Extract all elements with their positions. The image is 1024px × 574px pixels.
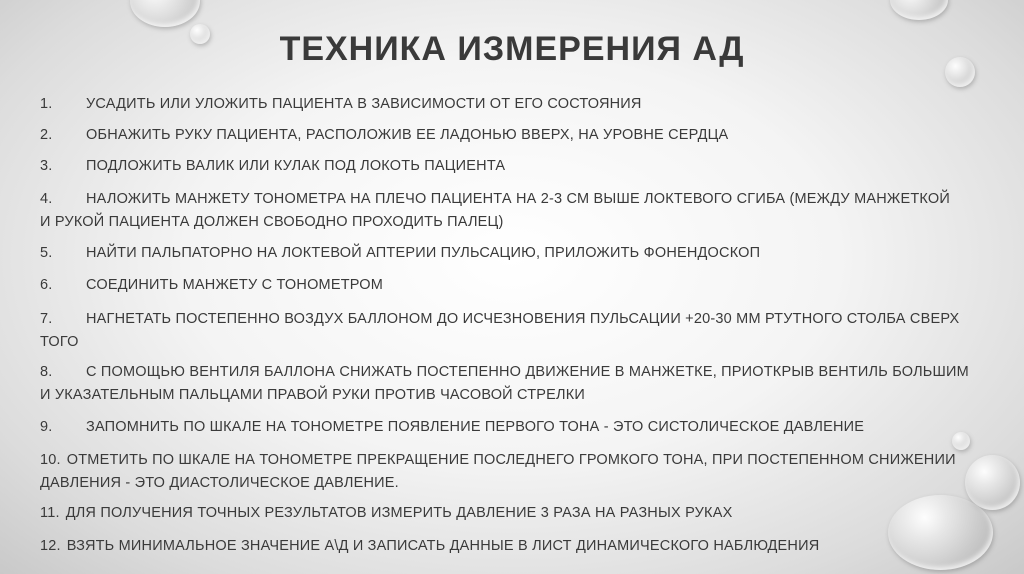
item-text: НАЙТИ ПАЛЬПАТОРНО НА ЛОКТЕВОЙ АПТЕРИИ ПУЛЬСАЦИЮ, ПРИЛОЖИТЬ ФОНЕНДОСКОП — [86, 245, 761, 261]
item-text: ОТМЕТИТЬ ПО ШКАЛЕ НА ТОНОМЕТРЕ ПРЕКРАЩЕНИЕ ПОСЛЕДНЕГО ГРОМКОГО ТОНА, ПРИ ПОСТЕПЕННОМ СНИЖЕНИИ — [66, 452, 956, 468]
item-text: ВЗЯТЬ МИНИМАЛЬНОЕ ЗНАЧЕНИЕ А\Д И ЗАПИСАТЬ ДАННЫЕ В ЛИСТ ДИНАМИЧЕСКОГО НАБЛЮДЕНИЯ — [66, 538, 820, 554]
item-number: 7. — [40, 311, 53, 327]
list-item — [40, 361, 1012, 407]
item-text-continued: ДАВЛЕНИЯ - ЭТО ДИАСТОЛИЧЕСКОЕ ДАВЛЕНИЕ. — [40, 475, 399, 491]
water-drop-decoration — [890, 0, 948, 20]
item-text: УСАДИТЬ ИЛИ УЛОЖИТЬ ПАЦИЕНТА В ЗАВИСИМОСТИ ОТ ЕГО СОСТОЯНИЯ — [86, 96, 642, 112]
item-text-continued: И РУКОЙ ПАЦИЕНТА ДОЛЖЕН СВОБОДНО ПРОХОДИТЬ ПАЛЕЦ) — [40, 214, 504, 230]
item-text: НАГНЕТАТЬ ПОСТЕПЕННО ВОЗДУХ БАЛЛОНОМ ДО ИСЧЕЗНОВЕНИЯ ПУЛЬСАЦИИ +20-30 ММ РТУТНОГО СТОЛБА СВЕРХ — [86, 311, 960, 327]
list-item — [40, 93, 1012, 116]
list-item — [40, 124, 1012, 147]
item-number: 12. — [40, 538, 61, 554]
list-item — [40, 449, 1012, 495]
item-text: СОЕДИНИТЬ МАНЖЕТУ С ТОНОМЕТРОМ — [86, 277, 384, 293]
item-text: НАЛОЖИТЬ МАНЖЕТУ ТОНОМЕТРА НА ПЛЕЧО ПАЦИЕНТА НА 2-3 СМ ВЫШЕ ЛОКТЕВОГО СГИБА (МЕЖДУ МАНЖЕТКОЙ — [86, 191, 950, 207]
item-number: 1. — [40, 96, 53, 112]
water-drop-decoration — [130, 0, 200, 27]
item-number: 3. — [40, 158, 53, 174]
item-number: 10. — [40, 452, 61, 468]
list-item — [40, 274, 1012, 297]
list-item — [40, 155, 1012, 178]
slide-title: ТЕХНИКА ИЗМЕРЕНИЯ АД — [279, 30, 745, 68]
item-number: 6. — [40, 277, 53, 293]
list-item — [40, 242, 1012, 265]
list-item — [40, 502, 1012, 525]
item-text-continued: ТОГО — [40, 334, 79, 350]
item-text: ЗАПОМНИТЬ ПО ШКАЛЕ НА ТОНОМЕТРЕ ПОЯВЛЕНИЕ ПЕРВОГО ТОНА - ЭТО СИСТОЛИЧЕСКОЕ ДАВЛЕНИЕ — [86, 419, 865, 435]
item-number: 8. — [40, 364, 53, 380]
item-number: 4. — [40, 191, 53, 207]
item-text: ПОДЛОЖИТЬ ВАЛИК ИЛИ КУЛАК ПОД ЛОКОТЬ ПАЦИЕНТА — [86, 158, 506, 174]
item-text: С ПОМОЩЬЮ ВЕНТИЛЯ БАЛЛОНА СНИЖАТЬ ПОСТЕПЕННО ДВИЖЕНИЕ В МАНЖЕТКЕ, ПРИОТКРЫВ ВЕНТИЛЬ БОЛЬШИМ — [86, 364, 969, 380]
item-number: 2. — [40, 127, 53, 143]
list-item — [40, 416, 1012, 439]
list-item — [40, 188, 1012, 234]
item-number: 11. — [40, 505, 60, 521]
list-item — [40, 535, 1012, 558]
item-number: 5. — [40, 245, 53, 261]
item-number: 9. — [40, 419, 53, 435]
item-text: ДЛЯ ПОЛУЧЕНИЯ ТОЧНЫХ РЕЗУЛЬТАТОВ ИЗМЕРИТЬ ДАВЛЕНИЕ 3 РАЗА НА РАЗНЫХ РУКАХ — [65, 505, 733, 521]
item-text: ОБНАЖИТЬ РУКУ ПАЦИЕНТА, РАСПОЛОЖИВ ЕЕ ЛАДОНЬЮ ВВЕРХ, НА УРОВНЕ СЕРДЦА — [86, 127, 729, 143]
item-text-continued: И УКАЗАТЕЛЬНЫМ ПАЛЬЦАМИ ПРАВОЙ РУКИ ПРОТИВ ЧАСОВОЙ СТРЕЛКИ — [40, 387, 586, 403]
list-item — [40, 308, 1012, 354]
